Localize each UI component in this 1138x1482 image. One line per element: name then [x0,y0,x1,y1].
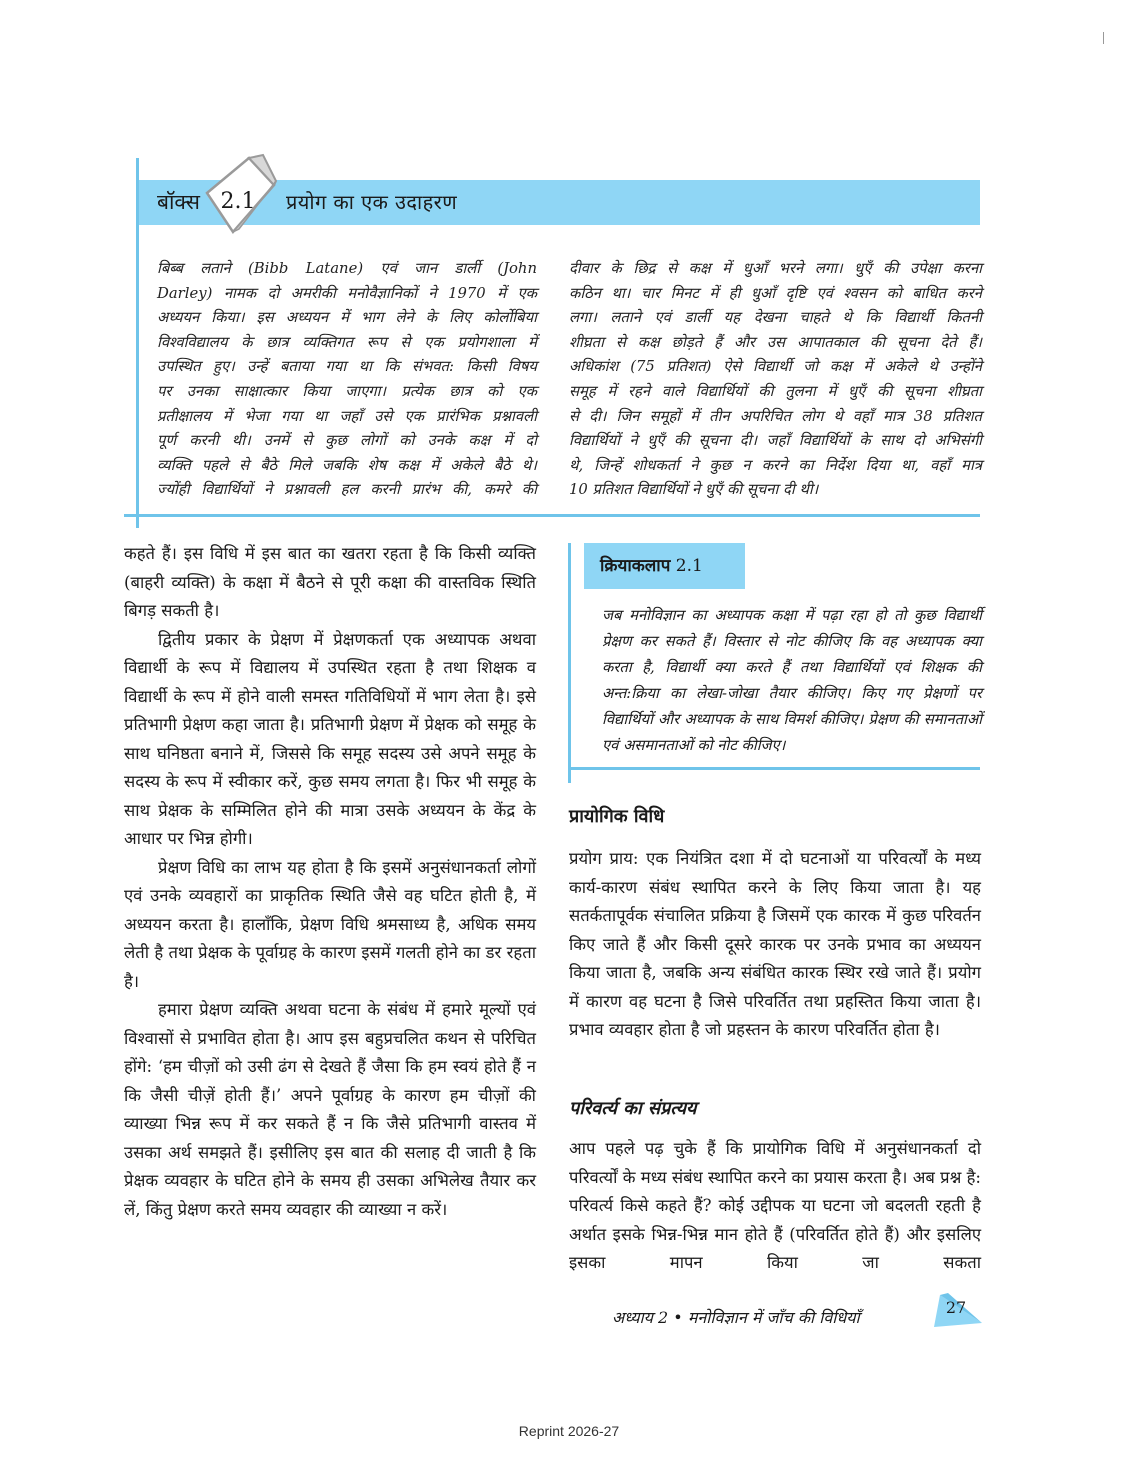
box-right-line: विद्यार्थियों ने धुएँ की सूचना दी। जहाँ विद्यार्थियों के साथ दो अभिसंगी [569,432,982,450]
activity-label: क्रियाकलाप [600,556,671,576]
paragraph: प्रेक्षण विधि का लाभ यह होता है कि इसमें अनुसंधानकर्ता लोगों एवं उनके व्यवहारों का प्राकृतिक स्थिति जैसे वह घटित होती है, में अध्ययन करता है। हालाँकि, प्रेक्षण विधि श्रमसाध्य है, अधिक समय लेती है तथा प्रेक्षक के पूर्वाग्रह के कारण इसमें गलती होने का डर रहता है। [124,857,536,991]
activity-title [600,553,703,576]
right-column-p2 [569,1135,981,1278]
box-left-line: प्रतीक्षालय में भेजा गया था जहाँ उसे एक प्रारंभिक प्रश्नावली [157,407,537,425]
box-right-line: लगा। लताने एवं डार्ली यह देखना चाहते थे कि विद्यार्थी कितनी [569,309,982,327]
box-right-line: दीवार के छिद्र से कक्ष में धुआँ भरने लगा। धुएँ की उपेक्षा करना [569,260,982,277]
box-text-left [157,257,537,503]
box-label: बॉक्स [157,190,200,214]
paragraph: कहते हैं। इस विधि में इस बात का खतरा रहता है कि किसी व्यक्ति (बाहरी व्यक्ति) के कक्षा में बैठने से पूरी कक्षा की वास्तविक स्थिति बिगड़ सकती है। [124,544,536,620]
chapter-footer: अध्याय 2 • मनोविज्ञान में जाँच की विधियाँ [612,1308,860,1327]
activity-bottom-rule [568,767,980,770]
activity-left-rule [568,543,571,783]
section-heading: प्रायोगिक विधि [569,806,665,827]
box-left-line: अध्ययन किया। इस अध्ययन में भाग लेने के लिए कोर्लोबिया [157,309,537,327]
corner-mark [1103,32,1104,44]
box-left-line: पर उनका साक्षात्कार किया जाएगा। प्रत्येक छात्र को एक [157,382,537,400]
box-left-line: विश्वविद्यालय के छात्र व्यक्तिगत रूप से एक प्रयोगशाला में [157,333,537,351]
paragraph: हमारा प्रेक्षण व्यक्ति अथवा घटना के संबंध में हमारे मूल्यों एवं विश्वासों से प्रभावित होता है। आप इस बहुप्रचलित कथन से परिचित होंगे: ‘हम चीज़ों को उसी ढंग से देखते हैं जैसा कि हम स्वयं होते हैं न कि जैसी चीज़ें होती हैं।’ अपने पूर्वाग्रह के कारण हम चीज़ों की व्याख्या भिन्न रूप में कर सकते हैं न कि जैसे प्रतिभागी वास्तव में उसका अर्थ समझते हैं। इसीलिए इस बात की सलाह दी जाती है कि प्रेक्षक व्यवहार के घटित होने के समय ही उसका अभिलेख तैयार कर लें, किंतु प्रेक्षण करते समय व्यवहार की व्याख्या न करें। [124,1000,536,1219]
left-column [124,540,536,1224]
paragraph: प्रयोग प्राय: एक नियंत्रित दशा में दो घटनाओं या परिवर्त्यों के मध्य कार्य-कारण संबंध स्थापित करने के लिए किया जाता है। यह सतर्कतापूर्वक संचालित प्रक्रिया है जिसमें एक कारक में कुछ परिवर्तन किए जाते हैं और किसी दूसरे कारक पर उनके प्रभाव का अध्ययन किया जाता है, जबकि अन्य संबंधित कारक स्थिर रखे जाते हैं। प्रयोग में कारण वह घटना है जिसे परिवर्तित तथा प्रहस्तित किया जाता है। प्रभाव व्यवहार होता है जो प्रहस्तन के कारण परिवर्तित होता है। [569,849,981,1039]
box-number: 2.1 [220,189,256,214]
box-bottom-rule [124,514,980,517]
subsection-heading: परिवर्त्य का संप्रत्यय [569,1098,697,1119]
box-left-line: Darley) नामक दो अमरीकी मनोवैज्ञानिकों ने 1970 में एक [157,284,537,302]
activity-number: 2.1 [675,556,703,576]
box-right-line: 10 प्रतिशत विद्यार्थियों ने धुएँ की सूचना दी थी। [569,481,819,499]
box-left-line: उपस्थित हुए। उन्हें बताया गया था कि संभवत: किसी विषय [157,358,537,376]
box-right-line: समूह में रहने वाले विद्यार्थियों की तुलना में धुएँ की सूचना शीघ्रता [569,382,982,400]
activity-text: जब मनोविज्ञान का अध्यापक कक्षा में पढ़ा रहा हो तो कुछ विद्यार्थी प्रेक्षण कर सकते हैं। विस्तार से नोट कीजिए कि वह अध्यापक क्या करता है, विद्यार्थी क्या करते हैं तथा विद्यार्थियों एवं शिक्षक की अन्त:क्रिया का लेखा-जोखा तैयार कीजिए। किए गए प्रेक्षणों पर विद्यार्थियों और अध्यापक के साथ विमर्श कीजिए। प्रेक्षण की समानताओं एवं असमानताओं को नोट कीजिए। [602,607,982,754]
box-right-line: थे, जिन्हें शोधकर्ता ने कुछ न करने का निर्देश दिया था, वहाँ मात्र [569,456,982,474]
box-right-line: शीघ्रता से कक्ष छोड़ते हैं और उस आपातकाल की सूचना देते हैं। [569,333,982,351]
box-text-right [569,257,982,503]
paragraph: द्वितीय प्रकार के प्रेक्षण में प्रेक्षणकर्ता एक अध्यापक अथवा विद्यार्थी के रूप में विद्यालय में उपस्थित रहता है तथा शिक्षक व विद्यार्थी के रूप में होने वाली समस्त गतिविधियों में भाग लेता है। इसे प्रतिभागी प्रेक्षण कहा जाता है। प्रतिभागी प्रेक्षण में प्रेक्षक को समूह के साथ घनिष्ठता बनाने में, जिससे कि समूह सदस्य उसे अपने समूह के सदस्य के रूप में स्वीकार करें, कुछ समय लगता है। फिर भी समूह के साथ प्रेक्षक के सम्मिलित होने की मात्रा उसके अध्ययन के केंद्र के आधार पर भिन्न होगी। [124,629,536,848]
box-left-line: पूर्ण करनी थी। उनमें से कुछ लोगों को उनके कक्ष में दो [157,432,537,450]
box-right-line: अधिकांश (75 प्रतिशत) ऐसे विद्यार्थी जो कक्ष में अकेले थे उन्होंने [569,358,982,376]
box-title: प्रयोग का एक उदाहरण [286,190,458,214]
box-left-line: ज्योंही विद्यार्थियों ने प्रश्नावली हल करनी प्रारंभ की, कमरे की [157,481,537,499]
paragraph: आप पहले पढ़ चुके हैं कि प्रायोगिक विधि में अनुसंधानकर्ता दो परिवर्त्यों के मध्य संबंध स्थापित करने का प्रयास करता है। अब प्रश्न है: परिवर्त्य किसे कहते हैं? कोई उद्दीपक या घटना जो बदलती रहती है अर्थात इसके भिन्न-भिन्न मान होते हैं (परिवर्तित होते हैं) और इसलिए इसका मापन किया जा सकता [569,1139,981,1272]
right-column-p1 [569,845,981,1045]
box-left-line: बिब्ब लताने (Bibb Latane) एवं जान डार्ली (John [157,260,537,277]
page-number: 27 [945,1298,967,1317]
box-right-line: से दी। जिन समूहों में तीन अपरिचित लोग थे वहाँ मात्र 38 प्रतिशत [569,407,982,425]
reprint-note: Reprint 2026-27 [518,1423,620,1439]
box-right-line: कठिन था। चार मिनट में ही धुआँ दृष्टि एवं श्वसन को बाधित करने [569,284,982,302]
box-left-line: व्यक्ति पहले से बैठे मिले जबकि शेष कक्ष में अकेले बैठे थे। [157,456,537,474]
